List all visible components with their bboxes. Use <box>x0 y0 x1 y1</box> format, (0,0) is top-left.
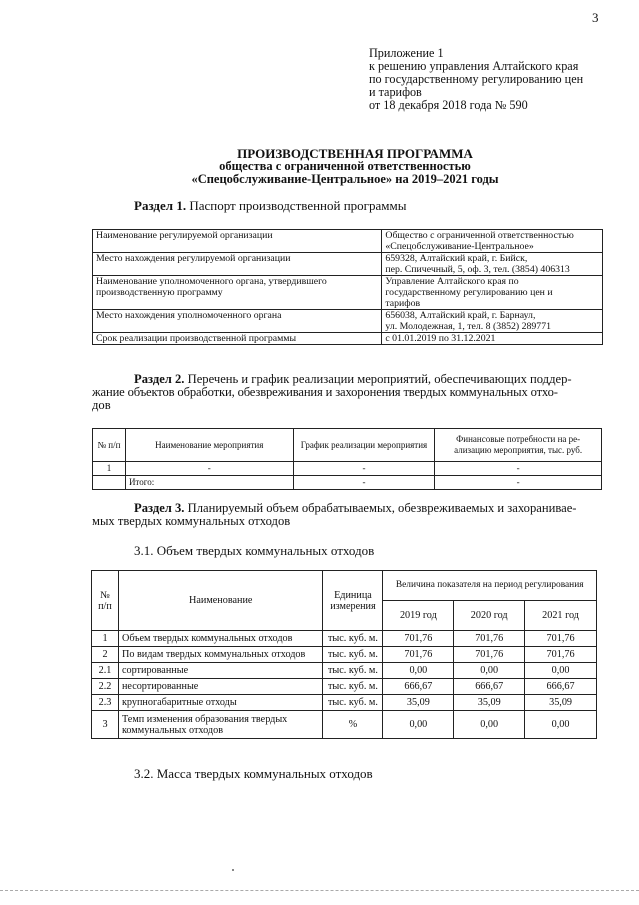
cell: 0,00 <box>525 711 597 739</box>
table-row <box>92 647 597 663</box>
passport-value <box>382 230 603 253</box>
cell: % <box>323 711 383 739</box>
passport-key: Срок реализации производственной программы <box>93 333 382 345</box>
value-line: Управление Алтайского края по <box>385 276 519 287</box>
cell: 0,00 <box>383 663 454 679</box>
table-header-row <box>93 429 602 462</box>
cell: 701,76 <box>454 631 525 647</box>
passport-table <box>92 229 603 345</box>
appendix-line: Приложение 1 <box>369 46 444 60</box>
cell: несортированные <box>118 679 323 695</box>
section2-line: жание объектов обработки, обезвреживания и захоронения твердых коммунальных отхо- <box>92 385 558 399</box>
page-bottom-edge <box>0 890 639 891</box>
col-header: № п/п <box>93 429 126 462</box>
value-line: Общество с ограниченной ответственностью <box>385 230 574 241</box>
col-header: № п/п <box>92 571 119 631</box>
cell: 0,00 <box>525 663 597 679</box>
value-line: тарифов <box>385 298 421 309</box>
appendix-line: и тарифов <box>369 85 422 99</box>
col-header: Финансовые потребности на ре-ализацию мероприятия, тыс. руб. <box>435 429 602 462</box>
appendix-line: к решению управления Алтайского края <box>369 59 579 73</box>
col-header: Наименование <box>118 571 323 631</box>
cell: 35,09 <box>454 695 525 711</box>
section2-line: дов <box>92 398 111 412</box>
cell: 1 <box>93 462 126 476</box>
scan-dot <box>232 869 234 871</box>
cell: 701,76 <box>383 647 454 663</box>
cell: 2 <box>92 647 119 663</box>
title-line-1: ПРОИЗВОДСТВЕННАЯ ПРОГРАММА <box>237 146 473 161</box>
cell: тыс. куб. м. <box>323 663 383 679</box>
table-row <box>93 462 602 476</box>
section2-text: Перечень и график реализации мероприятий, обеспечивающих поддер- <box>187 372 572 386</box>
value-line: пер. Спичечный, 5, оф. 3, тел. (3854) 406313 <box>385 264 570 275</box>
section3-text: Планируемый объем обрабатываемых, обезвреживаемых и захоранивае- <box>187 501 577 515</box>
col-header-year: 2021 год <box>525 601 597 631</box>
passport-value <box>382 276 603 310</box>
table-row <box>93 310 603 333</box>
cell: Объем твердых коммунальных отходов <box>118 631 323 647</box>
section1-label: Раздел 1. <box>134 198 187 213</box>
cell <box>93 476 126 490</box>
section1-heading <box>134 198 406 214</box>
col-header-year: 2019 год <box>383 601 454 631</box>
cell: - <box>293 462 435 476</box>
cell: Темп изменения образования твердых коммунальных отходов <box>118 711 323 739</box>
passport-key: Место нахождения уполномоченного органа <box>93 310 382 333</box>
cell: 666,67 <box>454 679 525 695</box>
cell: 1 <box>92 631 119 647</box>
cell: 35,09 <box>525 695 597 711</box>
cell: 0,00 <box>383 711 454 739</box>
cell: тыс. куб. м. <box>323 647 383 663</box>
cell: По видам твердых коммунальных отходов <box>118 647 323 663</box>
appendix-line: от 18 декабря 2018 года № 590 <box>369 98 528 112</box>
cell: тыс. куб. м. <box>323 695 383 711</box>
cell: 2.2 <box>92 679 119 695</box>
section3-label: Раздел 3. <box>134 501 185 515</box>
table-row <box>92 663 597 679</box>
section2-label: Раздел 2. <box>134 372 185 386</box>
table-row <box>92 679 597 695</box>
passport-key: Место нахождения регулируемой организации <box>93 253 382 276</box>
appendix-header <box>369 47 583 112</box>
table-header-row <box>92 571 597 601</box>
cell: 701,76 <box>525 631 597 647</box>
table-row <box>92 711 597 739</box>
table-row <box>93 276 603 310</box>
table-row <box>92 695 597 711</box>
table-row <box>93 253 603 276</box>
value-line: государственному регулированию цен и <box>385 287 553 298</box>
subsection-3-1-heading: 3.1. Объем твердых коммунальных отходов <box>134 543 375 558</box>
waste-volume-table <box>91 570 597 739</box>
cell: крупногабаритные отходы <box>118 695 323 711</box>
cell: Итого: <box>125 476 293 490</box>
cell: - <box>125 462 293 476</box>
title-line-2: общества с ограниченной ответственностью <box>219 159 471 173</box>
passport-value <box>382 333 603 345</box>
subsection-3-2-heading: 3.2. Масса твердых коммунальных отходов <box>134 766 373 781</box>
passport-value <box>382 310 603 333</box>
cell: сортированные <box>118 663 323 679</box>
cell: 35,09 <box>383 695 454 711</box>
col-header: Единица измерения <box>323 571 383 631</box>
table-row <box>93 333 603 345</box>
section2-paragraph <box>92 373 604 412</box>
col-header-year: 2020 год <box>454 601 525 631</box>
cell: 701,76 <box>383 631 454 647</box>
cell: - <box>293 476 435 490</box>
appendix-line: по государственному регулированию цен <box>369 72 584 86</box>
cell: - <box>435 462 602 476</box>
cell: 666,67 <box>525 679 597 695</box>
col-header: Наименование мероприятия <box>125 429 293 462</box>
cell: 3 <box>92 711 119 739</box>
col-header: Величина показателя на период регулирования <box>383 571 597 601</box>
value-line: «Спецобслуживание-Центральное» <box>385 241 534 252</box>
passport-key: Наименование уполномоченного органа, утвердившего производственную программу <box>93 276 382 310</box>
cell: тыс. куб. м. <box>323 631 383 647</box>
passport-key: Наименование регулируемой организации <box>93 230 382 253</box>
cell: - <box>435 476 602 490</box>
value-line: 659328, Алтайский край, г. Бийск, <box>385 253 528 264</box>
cell: 701,76 <box>525 647 597 663</box>
title-line-3: «Спецобслуживание-Центральное» на 2019–2021 годы <box>191 172 499 186</box>
table-row <box>93 476 602 490</box>
page-number: 3 <box>592 10 599 25</box>
measures-table <box>92 428 602 490</box>
cell: 701,76 <box>454 647 525 663</box>
cell: 666,67 <box>383 679 454 695</box>
cell: тыс. куб. м. <box>323 679 383 695</box>
cell: 0,00 <box>454 663 525 679</box>
value-line: 656038, Алтайский край, г. Барнаул, <box>385 310 536 321</box>
passport-value <box>382 253 603 276</box>
table-row <box>93 230 603 253</box>
section1-text: Паспорт производственной программы <box>189 198 407 213</box>
value-line: с 01.01.2019 по 31.12.2021 <box>385 333 496 344</box>
table-row <box>92 631 597 647</box>
value-line: ул. Молодежная, 1, тел. 8 (3852) 289771 <box>385 321 551 332</box>
cell: 0,00 <box>454 711 525 739</box>
section3-paragraph <box>92 502 604 528</box>
section3-line: мых твердых коммунальных отходов <box>92 514 291 528</box>
cell: 2.3 <box>92 695 119 711</box>
col-header: График реализации мероприятия <box>293 429 435 462</box>
cell: 2.1 <box>92 663 119 679</box>
